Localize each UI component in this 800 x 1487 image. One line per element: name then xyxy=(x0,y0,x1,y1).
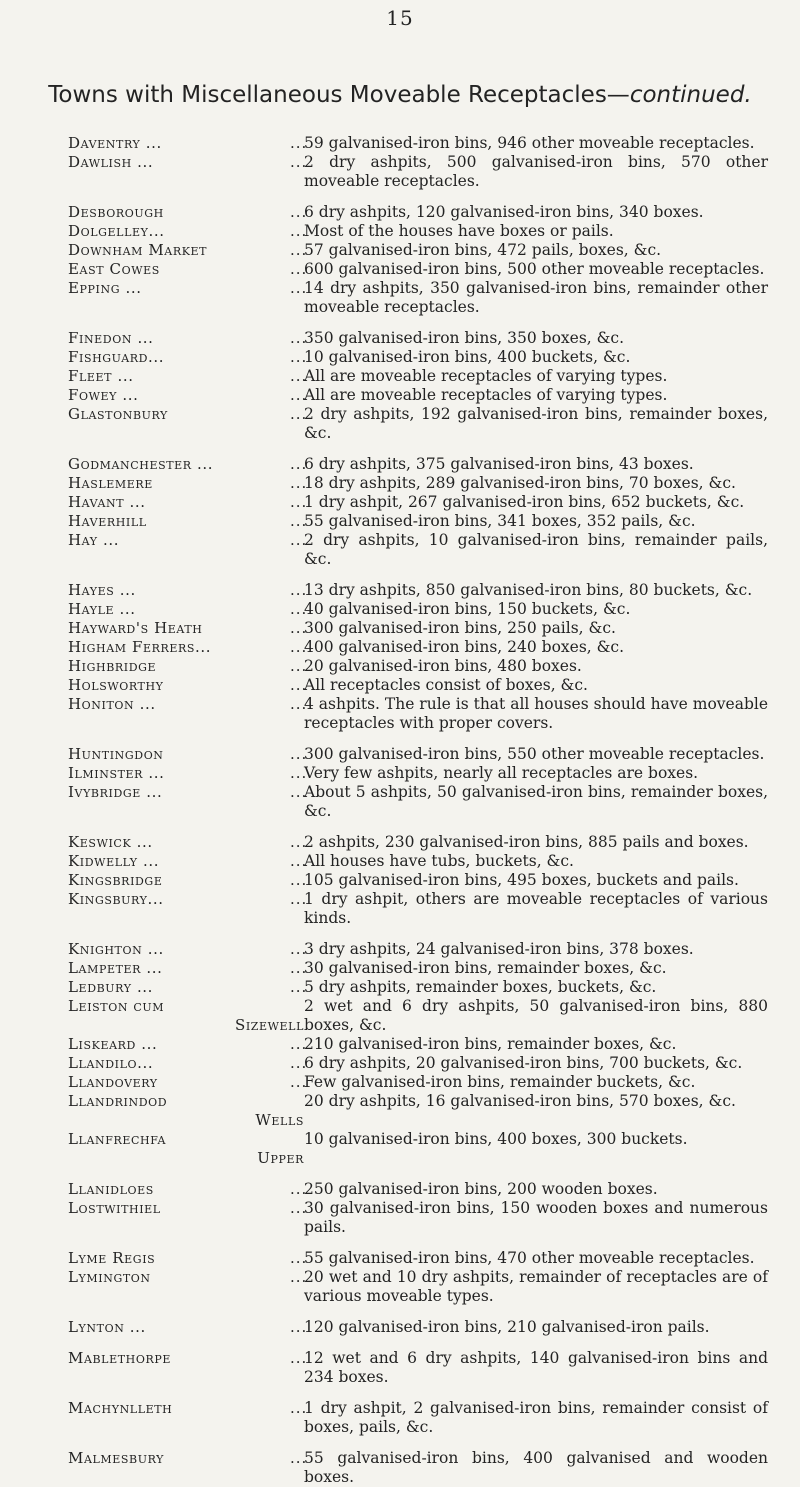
town-name-line: Dolgelley... xyxy=(68,222,165,240)
town-name xyxy=(68,1130,304,1168)
receptacle-description: 1 dry ashpit, 267 galvanised-iron bins, 652 buckets, &c. xyxy=(304,493,745,511)
entry-row xyxy=(68,890,768,928)
town-name xyxy=(68,695,308,714)
town-name-line: Ledbury ... xyxy=(68,978,154,996)
leader-dots: ... xyxy=(290,1399,308,1417)
leader-dots: ... xyxy=(290,1249,308,1267)
leader-dots: ... xyxy=(290,890,308,908)
town-name-line: Llandrindod xyxy=(68,1092,168,1110)
receptacle-description: 30 galvanised-iron bins, remainder boxes, &c. xyxy=(304,959,667,977)
leader-dots: ... xyxy=(290,531,308,549)
town-name xyxy=(68,764,308,783)
town-name-line: Fowey ... xyxy=(68,386,139,404)
receptacle-description: 210 galvanised-iron bins, remainder boxes, &c. xyxy=(304,1035,677,1053)
receptacle-description: 30 galvanised-iron bins, 150 wooden boxes and numerous pails. xyxy=(304,1199,768,1236)
receptacle-description: 2 dry ashpits, 192 galvanised-iron bins, remainder boxes, &c. xyxy=(304,405,768,442)
town-name xyxy=(68,367,308,386)
receptacle-description: Few galvanised-iron bins, remainder buckets, &c. xyxy=(304,1073,696,1091)
entry-row xyxy=(68,153,768,191)
receptacle-description: 14 dry ashpits, 350 galvanised-iron bins, remainder other moveable receptacles. xyxy=(304,279,768,316)
town-name-line: Haslemere xyxy=(68,474,153,492)
town-name-line: Huntingdon xyxy=(68,745,164,763)
leader-dots: ... xyxy=(290,1054,308,1072)
heading-continued: continued. xyxy=(629,82,752,108)
receptacle-description: 300 galvanised-iron bins, 550 other moveable receptacles. xyxy=(304,745,765,763)
entry-row xyxy=(68,1130,768,1168)
leader-dots: ... xyxy=(290,940,308,958)
entry-row xyxy=(68,1318,768,1337)
entry-row xyxy=(68,638,768,657)
leader-dots: ... xyxy=(290,745,308,763)
entry-row xyxy=(68,940,768,959)
town-name-line: Holsworthy xyxy=(68,676,164,694)
entry-row xyxy=(68,997,768,1035)
entry-row xyxy=(68,1035,768,1054)
entry-row xyxy=(68,531,768,569)
town-name-line: Llandovery xyxy=(68,1073,158,1091)
receptacle-description: 12 wet and 6 dry ashpits, 140 galvanised-iron bins and 234 boxes. xyxy=(304,1349,768,1386)
entry-row xyxy=(68,1092,768,1130)
receptacle-description: 400 galvanised-iron bins, 240 boxes, &c. xyxy=(304,638,625,656)
receptacle-description: 3 dry ashpits, 24 galvanised-iron bins, 378 boxes. xyxy=(304,940,694,958)
town-name xyxy=(68,997,304,1035)
town-name xyxy=(68,1449,308,1468)
town-name xyxy=(68,1318,308,1337)
entry-row xyxy=(68,1249,768,1268)
town-name xyxy=(68,833,308,852)
receptacle-description: 250 galvanised-iron bins, 200 wooden boxes. xyxy=(304,1180,658,1198)
town-name xyxy=(68,1249,308,1268)
town-name-line: Hay ... xyxy=(68,531,120,549)
town-name-line: Mablethorpe xyxy=(68,1349,171,1367)
entry-row xyxy=(68,241,768,260)
town-name-line: Lampeter ... xyxy=(68,959,163,977)
town-name-line: East Cowes xyxy=(68,260,160,278)
receptacle-description: 300 galvanised-iron bins, 250 pails, &c. xyxy=(304,619,616,637)
town-name xyxy=(68,260,308,279)
town-name xyxy=(68,745,308,764)
leader-dots: ... xyxy=(290,241,308,259)
town-name-line: Hayle ... xyxy=(68,600,136,618)
entry-row xyxy=(68,493,768,512)
town-name-line: Llandilo... xyxy=(68,1054,154,1072)
receptacle-description: 350 galvanised-iron bins, 350 boxes, &c. xyxy=(304,329,625,347)
entry-row xyxy=(68,474,768,493)
leader-dots: ... xyxy=(290,260,308,278)
entry-row xyxy=(68,260,768,279)
town-name xyxy=(68,348,308,367)
receptacle-description: 4 ashpits. The rule is that all houses should have moveable receptacles with proper covers. xyxy=(304,695,768,732)
entry-row xyxy=(68,1199,768,1237)
entry-row xyxy=(68,1180,768,1199)
leader-dots: ... xyxy=(290,1449,308,1467)
receptacle-description: 2 dry ashpits, 10 galvanised-iron bins, remainder pails, &c. xyxy=(304,531,768,568)
town-name-line: Llanidloes xyxy=(68,1180,154,1198)
town-name-line: Llanfrechfa xyxy=(68,1130,167,1148)
town-name xyxy=(68,657,308,676)
town-name-line: Knighton ... xyxy=(68,940,164,958)
entry-row xyxy=(68,367,768,386)
receptacle-description: 13 dry ashpits, 850 galvanised-iron bins, 80 buckets, &c. xyxy=(304,581,753,599)
leader-dots: ... xyxy=(290,405,308,423)
town-name-line: Fishguard... xyxy=(68,348,165,366)
town-name xyxy=(68,783,308,802)
town-name xyxy=(68,959,308,978)
town-name-line: Hayward's Heath xyxy=(68,619,203,637)
entry-row xyxy=(68,1054,768,1073)
receptacle-description: 1 dry ashpit, others are moveable receptacles of various kinds. xyxy=(304,890,768,927)
receptacle-description: 2 wet and 6 dry ashpits, 50 galvanised-iron bins, 880 boxes, &c. xyxy=(304,997,768,1034)
town-name xyxy=(68,890,308,909)
receptacle-description: 10 galvanised-iron bins, 400 boxes, 300 buckets. xyxy=(304,1130,688,1148)
leader-dots: ... xyxy=(290,581,308,599)
entry-row xyxy=(68,203,768,222)
entry-row xyxy=(68,978,768,997)
town-name xyxy=(68,405,308,424)
entry-row xyxy=(68,1349,768,1387)
receptacle-description: 1 dry ashpit, 2 galvanised-iron bins, remainder consist of boxes, pails, &c. xyxy=(304,1399,768,1436)
leader-dots: ... xyxy=(290,1268,308,1286)
town-name-line: Fleet ... xyxy=(68,367,134,385)
town-name xyxy=(68,531,308,550)
town-name-line: Glastonbury xyxy=(68,405,168,423)
town-name-line: Highbridge xyxy=(68,657,157,675)
receptacle-description: 20 galvanised-iron bins, 480 boxes. xyxy=(304,657,582,675)
entry-row xyxy=(68,1268,768,1306)
leader-dots: ... xyxy=(290,783,308,801)
receptacle-description: 120 galvanised-iron bins, 210 galvanised-iron pails. xyxy=(304,1318,710,1336)
entry-row xyxy=(68,222,768,241)
town-name xyxy=(68,1349,308,1368)
leader-dots: ... xyxy=(290,852,308,870)
leader-dots: ... xyxy=(290,676,308,694)
town-name-line: Kingsbridge xyxy=(68,871,163,889)
entry-row xyxy=(68,764,768,783)
town-name xyxy=(68,1199,308,1218)
town-name xyxy=(68,222,308,241)
leader-dots: ... xyxy=(290,153,308,171)
town-name xyxy=(68,978,308,997)
town-name-line: Godmanchester ... xyxy=(68,455,214,473)
receptacle-description: 20 wet and 10 dry ashpits, remainder of receptacles are of various moveable types. xyxy=(304,1268,768,1305)
leader-dots: ... xyxy=(290,638,308,656)
receptacle-description: 20 dry ashpits, 16 galvanised-iron bins, 570 boxes, &c. xyxy=(304,1092,736,1110)
leader-dots: ... xyxy=(290,222,308,240)
town-name-line: Finedon ... xyxy=(68,329,154,347)
town-name xyxy=(68,1180,308,1199)
receptacle-description: All are moveable receptacles of varying types. xyxy=(304,367,668,385)
receptacle-description: 6 dry ashpits, 375 galvanised-iron bins, 43 boxes. xyxy=(304,455,694,473)
leader-dots: ... xyxy=(290,512,308,530)
leader-dots: ... xyxy=(290,1199,308,1217)
leader-dots: ... xyxy=(290,959,308,977)
receptacle-description: 10 galvanised-iron bins, 400 buckets, &c. xyxy=(304,348,631,366)
town-name xyxy=(68,329,308,348)
leader-dots: ... xyxy=(290,1349,308,1367)
leader-dots: ... xyxy=(290,833,308,851)
leader-dots: ... xyxy=(290,134,308,152)
town-name xyxy=(68,581,308,600)
town-name xyxy=(68,203,308,222)
town-name xyxy=(68,1092,304,1130)
town-name xyxy=(68,1073,308,1092)
entry-row xyxy=(68,619,768,638)
entry-row xyxy=(68,386,768,405)
receptacle-description: All houses have tubs, buckets, &c. xyxy=(304,852,574,870)
entry-row xyxy=(68,783,768,821)
entry-row xyxy=(68,455,768,474)
leader-dots: ... xyxy=(290,619,308,637)
entry-row xyxy=(68,581,768,600)
town-name-line: Machynlleth xyxy=(68,1399,173,1417)
entry-row xyxy=(68,695,768,733)
receptacle-description: About 5 ashpits, 50 galvanised-iron bins, remainder boxes, &c. xyxy=(304,783,768,820)
town-name xyxy=(68,153,308,172)
receptacle-description: 55 galvanised-iron bins, 470 other moveable receptacles. xyxy=(304,1249,755,1267)
leader-dots: ... xyxy=(290,1073,308,1091)
entry-row xyxy=(68,1449,768,1487)
town-name-line: Haverhill xyxy=(68,512,147,530)
town-name xyxy=(68,279,308,298)
entry-row xyxy=(68,959,768,978)
receptacle-description: Very few ashpits, nearly all receptacles are boxes. xyxy=(304,764,699,782)
leader-dots: ... xyxy=(290,1035,308,1053)
receptacle-description: 55 galvanised-iron bins, 400 galvanised and wooden boxes. xyxy=(304,1449,768,1486)
town-name-line: Leiston cum xyxy=(68,997,165,1015)
entry-row xyxy=(68,657,768,676)
leader-dots: ... xyxy=(290,1180,308,1198)
leader-dots: ... xyxy=(290,386,308,404)
leader-dots: ... xyxy=(290,600,308,618)
entry-row xyxy=(68,1073,768,1092)
entry-row xyxy=(68,329,768,348)
entry-row xyxy=(68,348,768,367)
receptacle-description: 600 galvanised-iron bins, 500 other moveable receptacles. xyxy=(304,260,765,278)
town-name-line: Lynton ... xyxy=(68,1318,146,1336)
town-name xyxy=(68,676,308,695)
town-name-continuation: Upper xyxy=(257,1149,304,1167)
town-name xyxy=(68,493,308,512)
page-heading xyxy=(0,82,800,108)
entry-row xyxy=(68,512,768,531)
town-name xyxy=(68,386,308,405)
receptacle-description: 2 ashpits, 230 galvanised-iron bins, 885 pails and boxes. xyxy=(304,833,749,851)
leader-dots: ... xyxy=(290,455,308,473)
town-name-line: Keswick ... xyxy=(68,833,153,851)
leader-dots: ... xyxy=(290,1318,308,1336)
leader-dots: ... xyxy=(290,367,308,385)
town-name-line: Desborough xyxy=(68,203,164,221)
town-name-line: Epping ... xyxy=(68,279,142,297)
leader-dots: ... xyxy=(290,695,308,713)
town-name-line: Ivybridge ... xyxy=(68,783,163,801)
town-name-line: Honiton ... xyxy=(68,695,156,713)
town-name-continuation: Sizewell xyxy=(234,1016,304,1034)
leader-dots: ... xyxy=(290,203,308,221)
town-name xyxy=(68,871,308,890)
entry-row xyxy=(68,871,768,890)
town-name-line: Liskeard ... xyxy=(68,1035,158,1053)
receptacle-description: All receptacles consist of boxes, &c. xyxy=(304,676,588,694)
town-name-line: Kidwelly ... xyxy=(68,852,160,870)
leader-dots: ... xyxy=(290,493,308,511)
town-name xyxy=(68,638,308,657)
town-name xyxy=(68,600,308,619)
town-name xyxy=(68,134,308,153)
receptacle-description: 55 galvanised-iron bins, 341 boxes, 352 pails, &c. xyxy=(304,512,696,530)
receptacle-description: 57 galvanised-iron bins, 472 pails, boxes, &c. xyxy=(304,241,662,259)
page-number: 15 xyxy=(386,6,414,30)
town-name-line: Daventry ... xyxy=(68,134,162,152)
entry-row xyxy=(68,852,768,871)
receptacle-description: 105 galvanised-iron bins, 495 boxes, buckets and pails. xyxy=(304,871,739,889)
town-name-line: Havant ... xyxy=(68,493,146,511)
town-name xyxy=(68,474,308,493)
entry-row xyxy=(68,600,768,619)
receptacle-description: All are moveable receptacles of varying types. xyxy=(304,386,668,404)
town-name-line: Ilminster ... xyxy=(68,764,165,782)
town-name-line: Malmesbury xyxy=(68,1449,164,1467)
receptacle-description: 6 dry ashpits, 120 galvanised-iron bins, 340 boxes. xyxy=(304,203,704,221)
receptacle-description: 2 dry ashpits, 500 galvanised-iron bins, 570 other moveable receptacles. xyxy=(304,153,768,190)
receptacle-description: 40 galvanised-iron bins, 150 buckets, &c. xyxy=(304,600,631,618)
town-name-line: Downham Market xyxy=(68,241,208,259)
entry-row xyxy=(68,279,768,317)
town-name xyxy=(68,619,308,638)
town-name xyxy=(68,512,308,531)
entry-row xyxy=(68,405,768,443)
entry-row xyxy=(68,1399,768,1437)
entries-list xyxy=(68,134,768,1487)
town-name-continuation: Wells xyxy=(255,1111,304,1129)
town-name xyxy=(68,455,308,474)
entry-row xyxy=(68,745,768,764)
entry-row xyxy=(68,676,768,695)
town-name xyxy=(68,852,308,871)
town-name-line: Kingsbury... xyxy=(68,890,164,908)
entry-row xyxy=(68,833,768,852)
town-name-line: Lymington xyxy=(68,1268,151,1286)
town-name-line: Lostwithiel xyxy=(68,1199,161,1217)
town-name-line: Lyme Regis xyxy=(68,1249,156,1267)
town-name xyxy=(68,940,308,959)
leader-dots: ... xyxy=(290,279,308,297)
town-name xyxy=(68,241,308,260)
heading-main: Towns with Miscellaneous Moveable Receptacles— xyxy=(48,82,630,108)
receptacle-description: 18 dry ashpits, 289 galvanised-iron bins, 70 boxes, &c. xyxy=(304,474,736,492)
receptacle-description: 6 dry ashpits, 20 galvanised-iron bins, 700 buckets, &c. xyxy=(304,1054,743,1072)
town-name-line: Dawlish ... xyxy=(68,153,154,171)
receptacle-description: 5 dry ashpits, remainder boxes, buckets, &c. xyxy=(304,978,657,996)
town-name-line: Hayes ... xyxy=(68,581,136,599)
town-name-line: Higham Ferrers... xyxy=(68,638,212,656)
leader-dots: ... xyxy=(290,348,308,366)
leader-dots: ... xyxy=(290,978,308,996)
town-name xyxy=(68,1399,308,1418)
leader-dots: ... xyxy=(290,871,308,889)
town-name xyxy=(68,1268,308,1287)
leader-dots: ... xyxy=(290,329,308,347)
leader-dots: ... xyxy=(290,657,308,675)
leader-dots: ... xyxy=(290,474,308,492)
entry-row xyxy=(68,134,768,153)
leader-dots: ... xyxy=(290,764,308,782)
receptacle-description: 59 galvanised-iron bins, 946 other moveable receptacles. xyxy=(304,134,755,152)
receptacle-description: Most of the houses have boxes or pails. xyxy=(304,222,614,240)
town-name xyxy=(68,1054,308,1073)
town-name xyxy=(68,1035,308,1054)
